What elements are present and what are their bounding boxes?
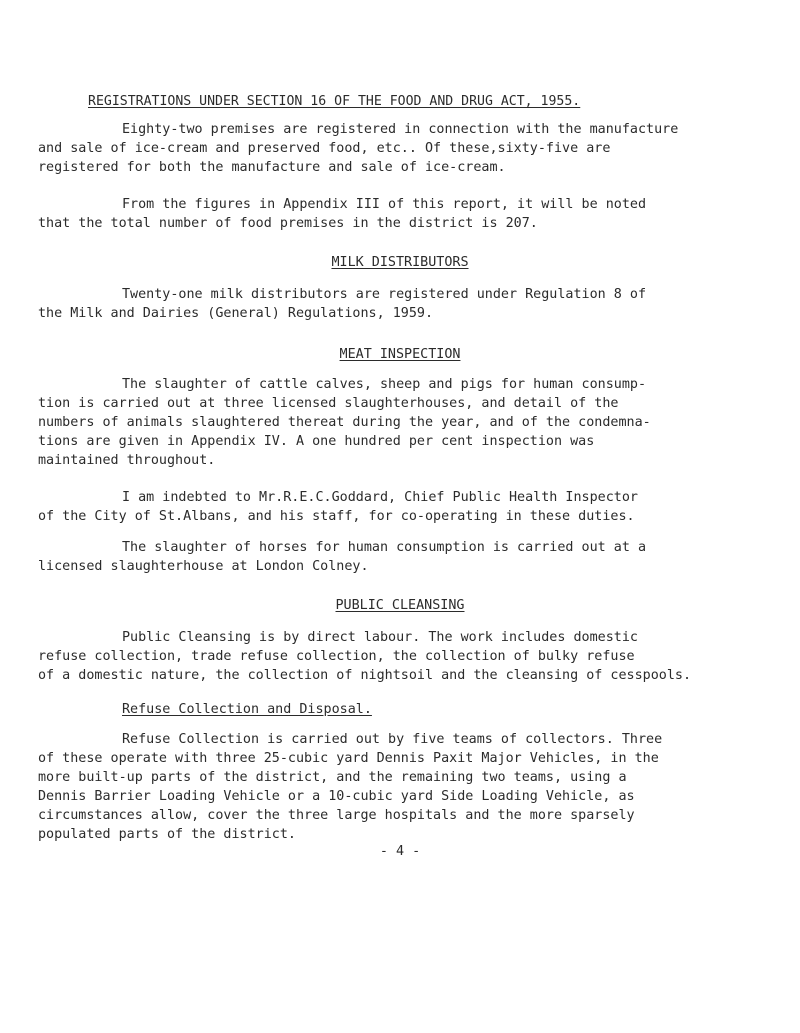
text-line: of a domestic nature, the collection of nightsoil and the cleansing of cesspools. (38, 668, 692, 683)
heading-milk-distributors: MILK DISTRIBUTORS (331, 255, 469, 270)
text-line: The slaughter of cattle calves, sheep and pigs for human consump- (122, 377, 647, 392)
text-line: and sale of ice-cream and preserved food, etc.. Of these,sixty-five are (38, 141, 611, 156)
text-line: refuse collection, trade refuse collection, the collection of bulky refuse (38, 649, 635, 664)
text-line: Dennis Barrier Loading Vehicle or a 10-cubic yard Side Loading Vehicle, as (38, 789, 635, 804)
text-line: of these operate with three 25-cubic yard Dennis Paxit Major Vehicles, in the (38, 751, 659, 766)
paragraph-refuse (38, 730, 798, 844)
text-line: Eighty-two premises are registered in connection with the manufacture (122, 122, 679, 137)
paragraph-cleansing (38, 628, 798, 685)
text-line: licensed slaughterhouse at London Colney. (38, 559, 369, 574)
text-line: of the City of St.Albans, and his staff, for co-operating in these duties. (38, 509, 635, 524)
text-line: Twenty-one milk distributors are registered under Regulation 8 of (122, 287, 647, 302)
text-line: Public Cleansing is by direct labour. The work includes domestic (122, 630, 638, 645)
text-line: tion is carried out at three licensed slaughterhouses, and detail of the (38, 396, 619, 411)
paragraph-goddard (38, 488, 798, 526)
heading-public-cleansing: PUBLIC CLEANSING (335, 598, 465, 613)
text-line: numbers of animals slaughtered thereat during the year, and of the condemna- (38, 415, 651, 430)
text-line: maintained throughout. (38, 453, 216, 468)
heading-meat-inspection: MEAT INSPECTION (339, 347, 461, 362)
text-line: more built-up parts of the district, and the remaining two teams, using a (38, 770, 627, 785)
text-line: From the figures in Appendix III of this report, it will be noted (122, 197, 647, 212)
text-line: populated parts of the district. (38, 827, 296, 842)
paragraph-milk (38, 285, 798, 323)
paragraph-registration (38, 120, 798, 177)
main-heading: REGISTRATIONS UNDER SECTION 16 OF THE FOOD AND DRUG ACT, 1955. (88, 94, 581, 109)
text-line: registered for both the manufacture and sale of ice-cream. (38, 160, 506, 175)
text-line: that the total number of food premises in the district is 207. (38, 216, 538, 231)
paragraph-appendix (38, 195, 798, 233)
paragraph-horses (38, 538, 798, 576)
text-line: tions are given in Appendix IV. A one hundred per cent inspection was (38, 434, 595, 449)
page-number: - 4 - (379, 844, 421, 859)
heading-refuse-collection: Refuse Collection and Disposal. (122, 702, 372, 717)
paragraph-meat (38, 375, 798, 470)
text-line: Refuse Collection is carried out by five teams of collectors. Three (122, 732, 663, 747)
text-line: The slaughter of horses for human consumption is carried out at a (122, 540, 647, 555)
text-line: the Milk and Dairies (General) Regulations, 1959. (38, 306, 434, 321)
text-line: I am indebted to Mr.R.E.C.Goddard, Chief Public Health Inspector (122, 490, 638, 505)
text-line: circumstances allow, cover the three large hospitals and the more sparsely (38, 808, 635, 823)
